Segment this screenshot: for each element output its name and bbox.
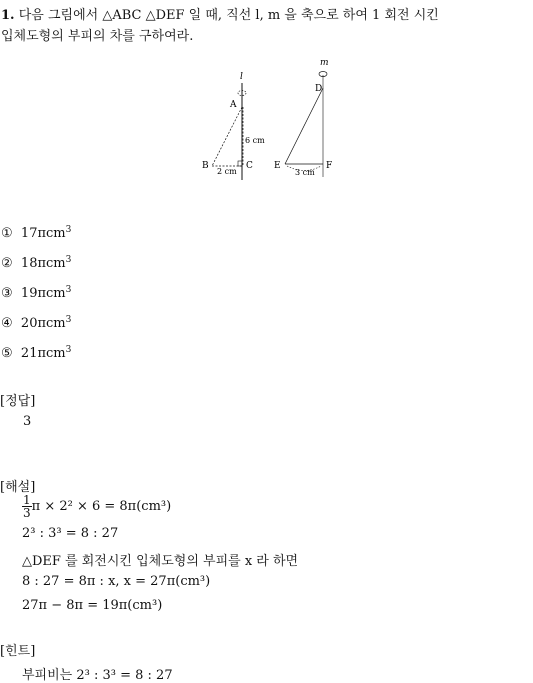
choice-3-value: 19πcm [20,286,66,301]
choice-3-mark: ③ [1,286,13,301]
question-number: 1. [1,8,15,23]
solution-heading: [해설] [0,480,36,495]
choice-1-mark: ① [1,226,13,241]
choice-5-exp: 3 [65,345,72,355]
base-label-right: 3 cm [295,168,315,177]
choice-4-mark: ④ [1,316,13,331]
question-line-1 [1,4,439,23]
question-line-2: 입체도형의 부피의 차를 구하여라. [1,29,194,44]
choice-3[interactable] [1,286,71,301]
solution-line-3: △DEF 를 회전시킨 입체도형의 부피를 x 라 하면 [22,554,299,569]
choice-2-mark: ② [1,256,13,271]
solution-line-1 [22,494,171,519]
question-text-1: 다음 그림에서 △ABC △DEF 일 때, 직선 l, m 을 축으로 하여 1 회전 시킨 [18,8,439,23]
choice-2-value: 18πcm [20,256,66,271]
choice-4[interactable] [1,316,71,331]
base-label-left: 2 cm [217,167,237,176]
fraction-one-third: $\frac{1}{3}$ [23,493,31,520]
hint-heading: [힌트] [0,644,36,659]
axis-l-label: l [240,72,243,82]
point-c-label: C [246,161,253,171]
answer-heading: [정답] [0,394,36,409]
choice-4-value: 20πcm [20,316,66,331]
choice-5-mark: ⑤ [1,346,13,361]
choice-5[interactable] [1,346,71,361]
point-b-label: B [202,161,209,171]
hint-text: 부피비는 2³ : 3³ = 8 : 27 [22,668,173,683]
choice-5-value: 21πcm [20,346,66,361]
point-a-label: A [230,100,237,110]
choice-1[interactable] [1,226,71,241]
point-f-label: F [326,161,333,171]
point-e-label: E [274,161,281,171]
choice-4-exp: 3 [65,315,72,325]
answer-value: 3 [23,414,32,429]
solution-line-5: 27π − 8π = 19π(cm³) [22,598,163,613]
solution-line-2: 2³ : 3³ = 8 : 27 [22,526,119,541]
rotation-figure [195,55,345,185]
point-d-label: D [315,84,323,94]
height-label: 6 cm [245,136,265,145]
choice-1-value: 17πcm [20,226,66,241]
solution-line-1-text: π × 2² × 6 = 8π(cm³) [31,499,172,514]
solution-line-4: 8 : 27 = 8π : x, x = 27π(cm³) [22,574,211,589]
choice-2[interactable] [1,256,71,271]
choice-2-exp: 3 [65,255,72,265]
choice-3-exp: 3 [65,285,72,295]
axis-m-label: m [320,58,329,68]
choice-1-exp: 3 [65,225,72,235]
